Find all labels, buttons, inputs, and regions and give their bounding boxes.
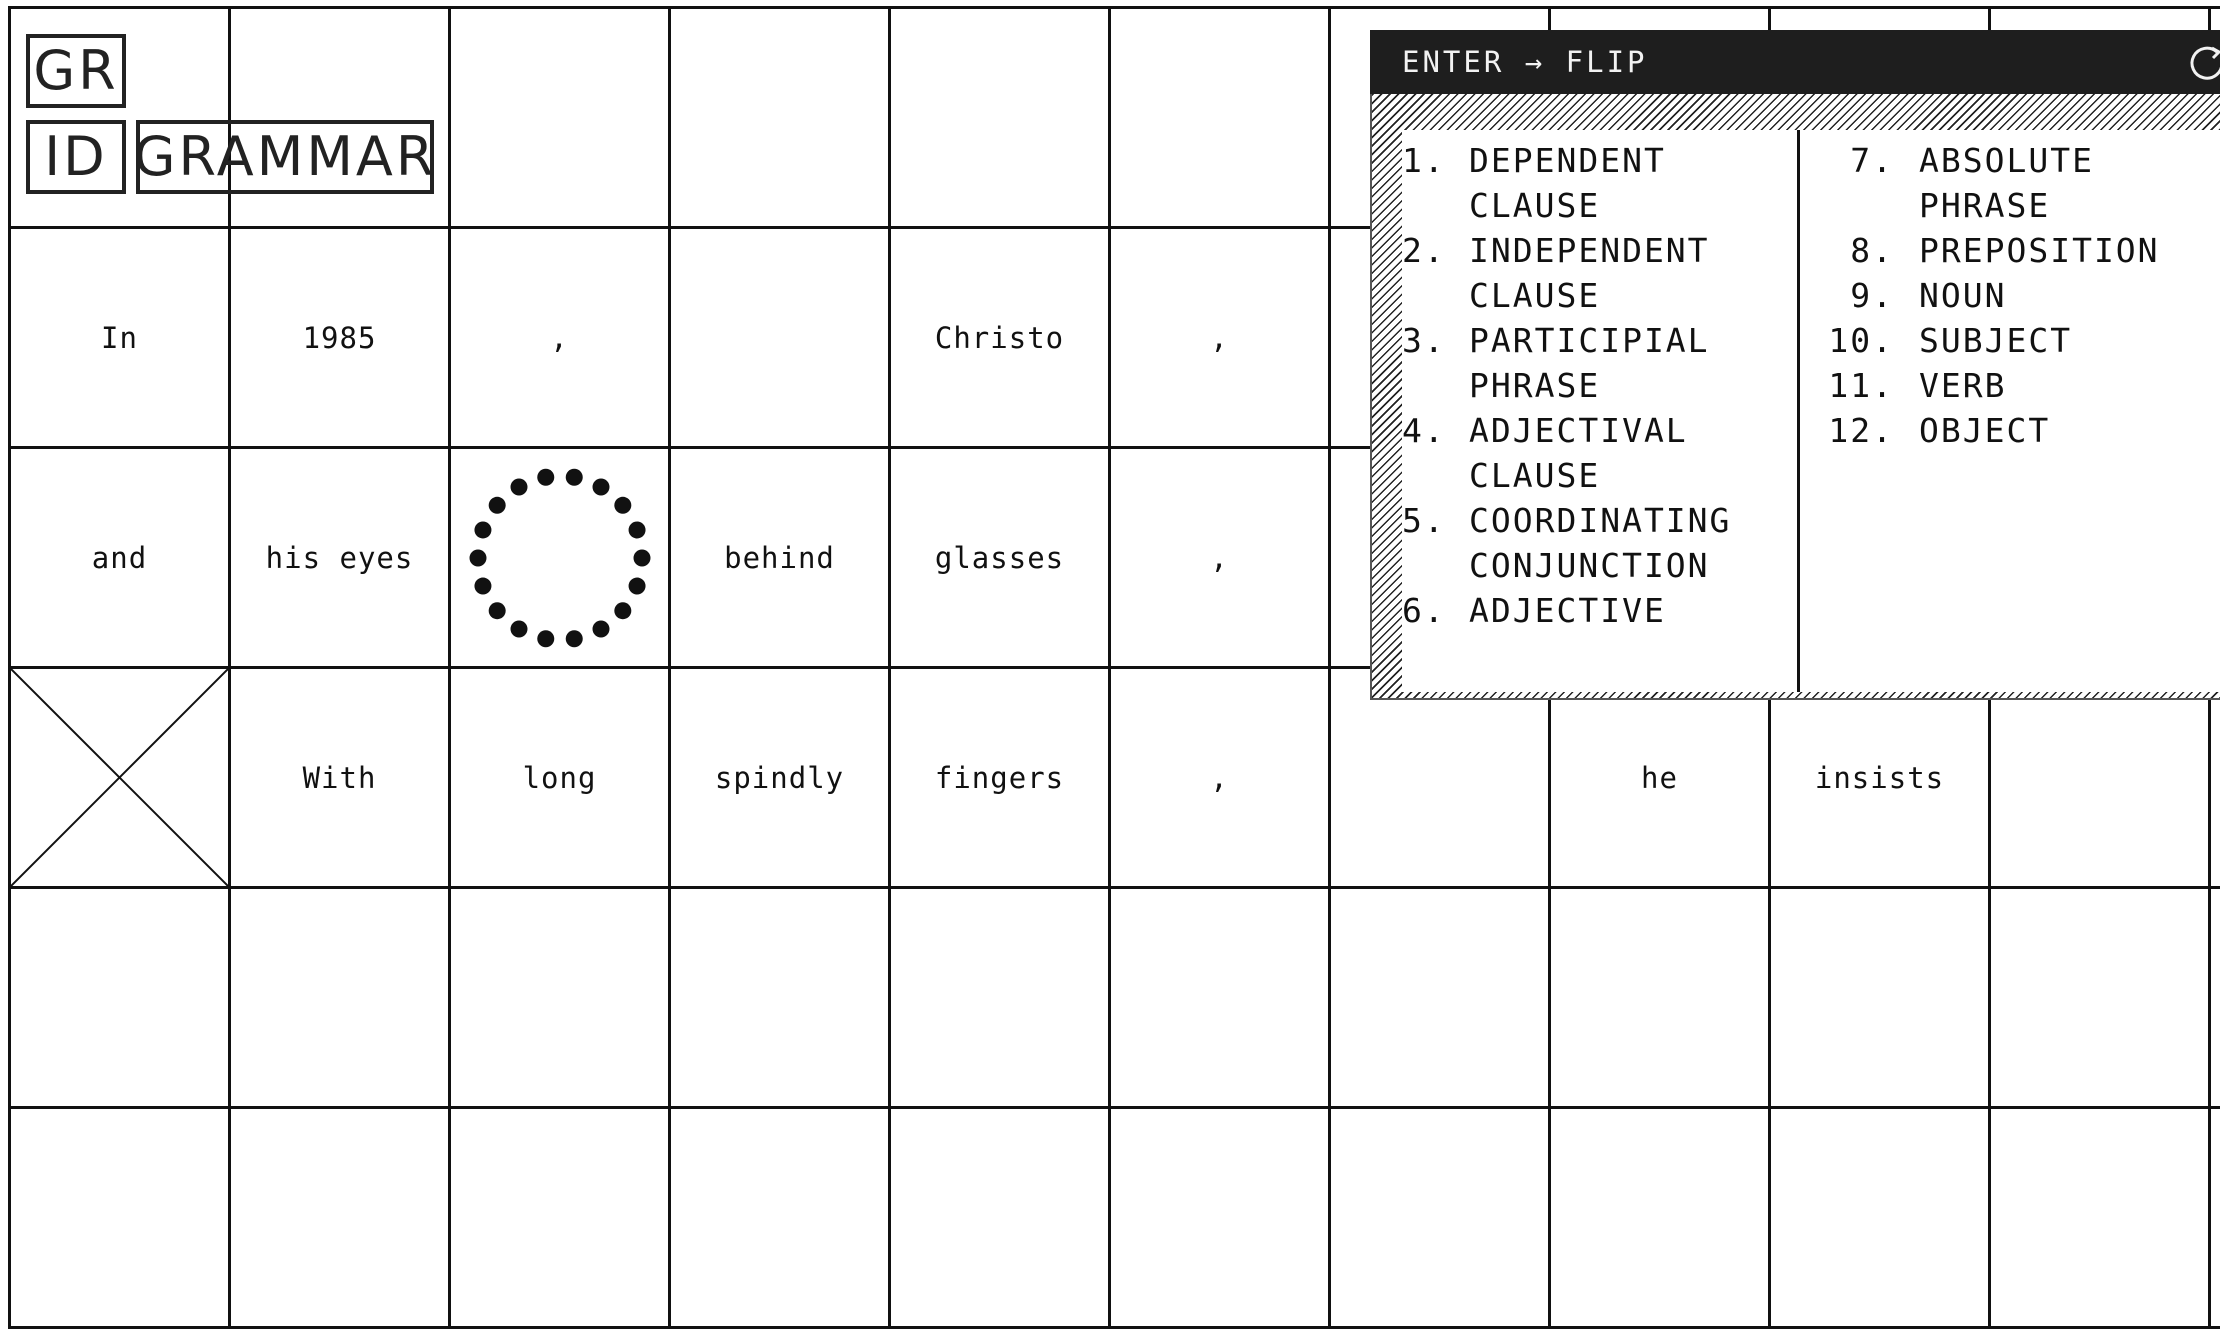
grid-word: With — [302, 760, 377, 795]
grid-cell-r5-c0[interactable] — [11, 1109, 231, 1329]
grid-cell-r0-c4[interactable] — [891, 9, 1111, 229]
grid-cell-r2-c5[interactable] — [1111, 449, 1331, 669]
grid-cell-r5-c1[interactable] — [231, 1109, 451, 1329]
legend-item-number: 5. — [1402, 501, 1446, 540]
grid-cell-r3-c0[interactable] — [11, 669, 231, 889]
grid-word: he — [1641, 760, 1678, 795]
grid-cell-r1-c0[interactable] — [11, 229, 231, 449]
legend-item-number: 4. — [1402, 411, 1446, 450]
grid-cell-r3-c10[interactable] — [2211, 669, 2220, 889]
legend-item-label: ADJECTIVE — [1469, 591, 1666, 630]
legend-item — [1826, 228, 2160, 273]
legend-item-label: SUBJECT — [1919, 321, 2073, 360]
grid-cell-r3-c6[interactable] — [1331, 669, 1551, 889]
grid-word: long — [522, 760, 597, 795]
legend-item-label: ADJECTIVAL CLAUSE — [1469, 411, 1688, 495]
grid-cell-r4-c7[interactable] — [1551, 889, 1771, 1109]
legend-item-label: ABSOLUTE PHRASE — [1919, 141, 2094, 225]
legend-item-number: 12. — [1828, 411, 1894, 450]
legend-item-number: 1. — [1402, 141, 1446, 180]
logo-part-gr: GR — [26, 34, 126, 108]
grid-cell-r2-c4[interactable] — [891, 449, 1111, 669]
grid-cell-r5-c7[interactable] — [1551, 1109, 1771, 1329]
legend-item — [1402, 588, 1797, 633]
grid-cell-r5-c9[interactable] — [1991, 1109, 2211, 1329]
legend-item-label: PARTICIPIAL PHRASE — [1469, 321, 1710, 405]
grid-cell-r0-c5[interactable] — [1111, 9, 1331, 229]
legend-item — [1826, 273, 2160, 318]
legend-item — [1826, 363, 2160, 408]
grid-word: , — [1210, 760, 1229, 795]
logo-part-grammar: GRAMMAR — [136, 120, 434, 194]
grid-word: behind — [724, 540, 835, 575]
grid-word: In — [101, 320, 138, 355]
legend-item — [1826, 318, 2160, 363]
legend-item-number: 10. — [1828, 321, 1894, 360]
legend-item-label: COORDINATING CONJUNCTION — [1469, 501, 1732, 585]
grid-cell-r4-c6[interactable] — [1331, 889, 1551, 1109]
grid-cell-r3-c3[interactable] — [671, 669, 891, 889]
grid-word: insists — [1814, 760, 1945, 795]
legend-column-left — [1402, 130, 1800, 692]
grid-word: , — [1210, 320, 1229, 355]
grid-cell-r4-c10[interactable] — [2211, 889, 2220, 1109]
grid-word: his eyes — [265, 540, 414, 575]
grid-word: , — [550, 320, 569, 355]
grid-word: and — [91, 540, 148, 575]
grid-cell-r5-c2[interactable] — [451, 1109, 671, 1329]
legend-item-number: 2. — [1402, 231, 1446, 270]
grid-cell-r3-c2[interactable] — [451, 669, 671, 889]
legend-list — [1402, 130, 2220, 692]
grid-cell-r5-c4[interactable] — [891, 1109, 1111, 1329]
grid-cell-r1-c5[interactable] — [1111, 229, 1331, 449]
grid-cell-r3-c4[interactable] — [891, 669, 1111, 889]
grid-cell-r1-c3[interactable] — [671, 229, 891, 449]
panel-header-title: ENTER → FLIP — [1402, 45, 1648, 79]
grid-cell-r3-c9[interactable] — [1991, 669, 2211, 889]
logo-part-id: ID — [26, 120, 126, 194]
legend-item-number: 8. — [1850, 231, 1894, 270]
legend-item-number: 6. — [1402, 591, 1446, 630]
legend-column-right — [1800, 130, 2160, 692]
legend-item — [1402, 138, 1797, 228]
grid-cell-r5-c5[interactable] — [1111, 1109, 1331, 1329]
grid-cell-r1-c1[interactable] — [231, 229, 451, 449]
grid-cell-r2-c2[interactable] — [451, 449, 671, 669]
legend-item-number: 7. — [1850, 141, 1894, 180]
grid-cell-r1-c2[interactable] — [451, 229, 671, 449]
panel-body — [1370, 94, 2220, 700]
legend-item — [1402, 318, 1797, 408]
grid-cell-r5-c3[interactable] — [671, 1109, 891, 1329]
grid-cell-r3-c5[interactable] — [1111, 669, 1331, 889]
legend-item-label: INDEPENDENT CLAUSE — [1469, 231, 1710, 315]
grid-cell-r3-c1[interactable] — [231, 669, 451, 889]
loading-dots-icon — [460, 458, 660, 658]
grid-cell-r4-c2[interactable] — [451, 889, 671, 1109]
grid-word: 1985 — [302, 320, 377, 355]
grid-word: Christo — [934, 320, 1065, 355]
grid-cell-r4-c8[interactable] — [1771, 889, 1991, 1109]
grid-word: , — [1210, 540, 1229, 575]
grid-cell-r5-c8[interactable] — [1771, 1109, 1991, 1329]
grid-cell-r5-c10[interactable] — [2211, 1109, 2220, 1329]
grid-cell-r2-c3[interactable] — [671, 449, 891, 669]
grid-cell-r0-c2[interactable] — [451, 9, 671, 229]
grid-cell-r4-c5[interactable] — [1111, 889, 1331, 1109]
legend-item-label: OBJECT — [1919, 411, 2051, 450]
legend-panel — [1370, 30, 2220, 700]
x-mark-icon — [11, 669, 228, 886]
legend-item — [1402, 228, 1797, 318]
grid-word: fingers — [934, 760, 1065, 795]
legend-item-label: VERB — [1919, 366, 2007, 405]
grid-cell-r4-c9[interactable] — [1991, 889, 2211, 1109]
grid-cell-r1-c4[interactable] — [891, 229, 1111, 449]
grid-cell-r2-c1[interactable] — [231, 449, 451, 669]
grid-cell-r0-c1[interactable] — [231, 9, 451, 229]
legend-item-number: 3. — [1402, 321, 1446, 360]
legend-item — [1826, 138, 2160, 228]
legend-item — [1826, 408, 2160, 453]
grid-cell-r2-c0[interactable] — [11, 449, 231, 669]
grid-cell-r3-c8[interactable] — [1771, 669, 1991, 889]
grid-cell-r4-c1[interactable] — [231, 889, 451, 1109]
grid-word: glasses — [934, 540, 1065, 575]
panel-header[interactable] — [1370, 30, 2220, 94]
legend-item-number: 11. — [1828, 366, 1894, 405]
grid-cell-r4-c0[interactable] — [11, 889, 231, 1109]
grid-cell-r0-c3[interactable] — [671, 9, 891, 229]
grid-cell-r3-c7[interactable] — [1551, 669, 1771, 889]
legend-item-label: NOUN — [1919, 276, 2007, 315]
legend-item-number: 9. — [1850, 276, 1894, 315]
legend-item-label: DEPENDENT CLAUSE — [1469, 141, 1666, 225]
grid-word: spindly — [714, 760, 845, 795]
legend-item — [1402, 498, 1797, 588]
grid-cell-r4-c3[interactable] — [671, 889, 891, 1109]
grid-cell-r4-c4[interactable] — [891, 889, 1111, 1109]
refresh-icon[interactable] — [2182, 44, 2220, 89]
legend-item — [1402, 408, 1797, 498]
legend-item-label: PREPOSITION — [1919, 231, 2160, 270]
grid-cell-r5-c6[interactable] — [1331, 1109, 1551, 1329]
